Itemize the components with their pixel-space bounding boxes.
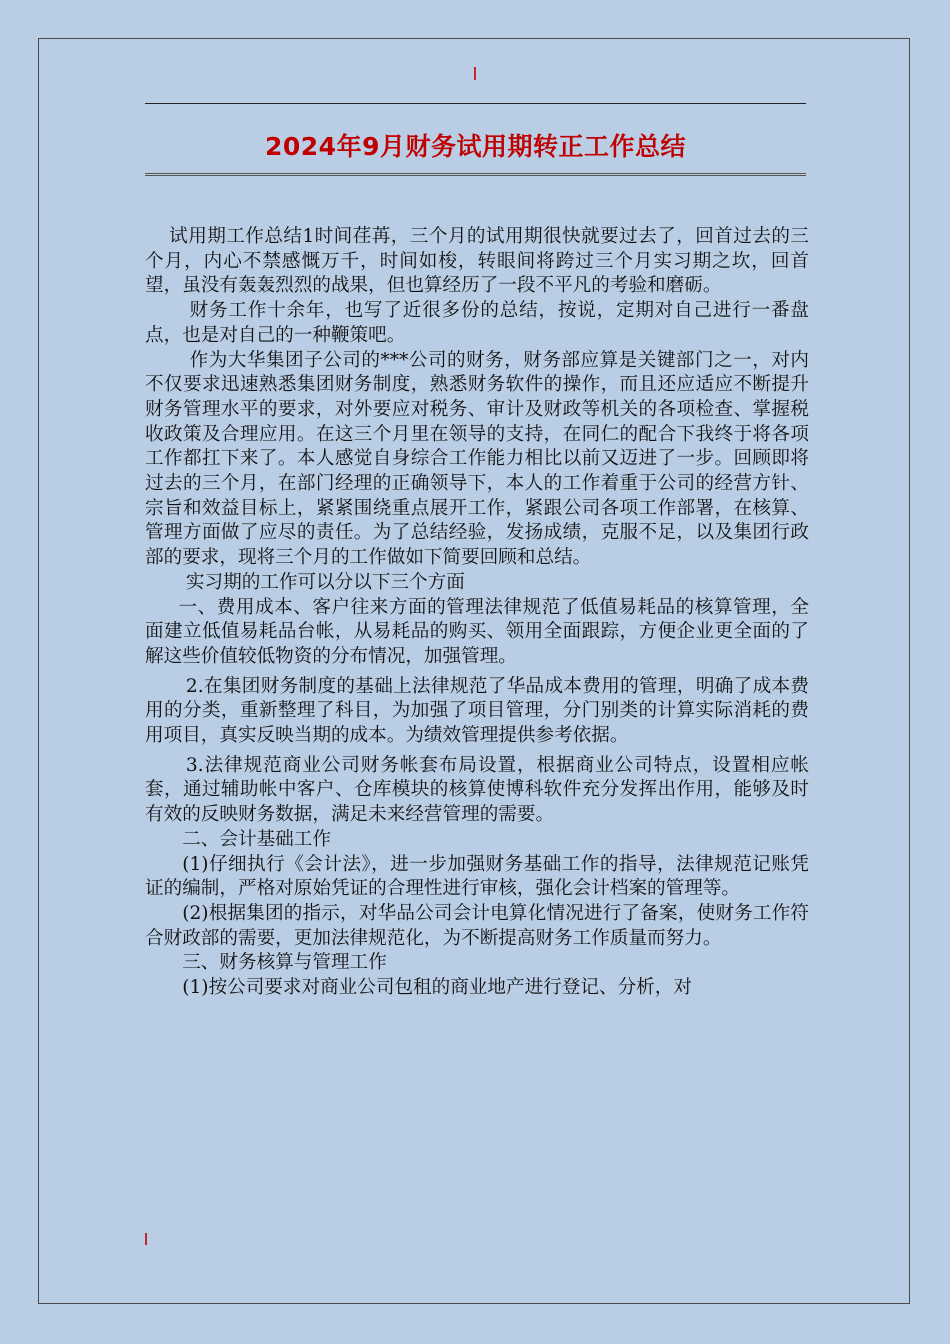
body-paragraph: 财务工作十余年，也写了近很多份的总结，按说，定期对自己进行一番盘点，也是对自己的一种鞭策吧。 — [145, 300, 809, 346]
document-title: 2024年9月财务试用期转正工作总结 — [265, 132, 686, 161]
body-paragraph: 三、财务核算与管理工作 — [182, 952, 387, 974]
body-paragraph: 作为大华集团子公司的***公司的财务，财务部应算是关键部门之一，对内不仅要求迅速熟悉集团财务制度，熟悉财务软件的操作，而且还应适应不断提升财务管理水平的要求，对外要应对税务、审计及财政等机关的各项检查、掌握税收政策及合理应用。在这三个月里在领导的支持，在同仁的配合下我终于将各项工作都扛下来了。本人感觉自身综合工作能力相比以前又迈进了一步。回顾即将过去的三个月，在部门经理的正确领导下，本人的工作着重于公司的经营方针、宗旨和效益目标上，紧紧围绕重点展开工作，紧跟公司各项工作部署，在核算、管理方面做了应尽的责任。为了总结经验，发扬成绩，克服不足，以及集团行政部的要求，现将三个月的工作做如下简要回顾和总结。 — [145, 349, 809, 569]
header-rule — [145, 103, 806, 104]
body-paragraph: 试用期工作总结1时间荏苒，三个月的试用期很快就要过去了，回首过去的三个月，内心不禁感慨万千，时间如梭，转眼间将跨过三个月实习期之坎，回首望，虽没有轰轰烈烈的战果，但也算经历了一段不平凡的考验和磨砺。 — [145, 226, 809, 297]
body-paragraph: 3.法律规范商业公司财务帐套布局设置，根据商业公司特点，设置相应帐套，通过辅助帐中客户、仓库模块的核算使博科软件充分发挥出作用，能够及时有效的反映财务数据，满足未来经营管理的需要。 — [145, 754, 809, 826]
title-rule — [145, 173, 806, 176]
body-paragraph: 2.在集团财务制度的基础上法律规范了华品成本费用的管理，明确了成本费用的分类，重新整理了科目，为加强了项目管理，分门别类的计算实际消耗的费用项目，真实反映当期的成本。为绩效管理提供参考依据。 — [145, 675, 809, 747]
body-paragraph: (1)按公司要求对商业公司包租的商业地产进行登记、分析，对 — [182, 977, 692, 999]
body-paragraph: 实习期的工作可以分以下三个方面 — [185, 571, 465, 593]
footer-marker — [145, 1233, 147, 1245]
document-body — [145, 225, 809, 1001]
body-paragraph: 二、会计基础工作 — [182, 828, 331, 850]
body-paragraph: (2)根据集团的指示，对华品公司会计电算化情况进行了备案，使财务工作符合财政部的需要，更加法律规范化，为不断提高财务工作质量而努力。 — [145, 902, 809, 949]
header-marker — [474, 67, 476, 80]
body-paragraph: 一、费用成本、客户往来方面的管理法律规范了低值易耗品的核算管理，全面建立低值易耗品台帐，从易耗品的购买、领用全面跟踪，方便企业更全面的了解这些价值较低物资的分布情况，加强管理。 — [145, 596, 809, 667]
body-paragraph: (1)仔细执行《会计法》，进一步加强财务基础工作的指导，法律规范记账凭证的编制，严格对原始凭证的合理性进行审核，强化会计档案的管理等。 — [145, 853, 809, 900]
